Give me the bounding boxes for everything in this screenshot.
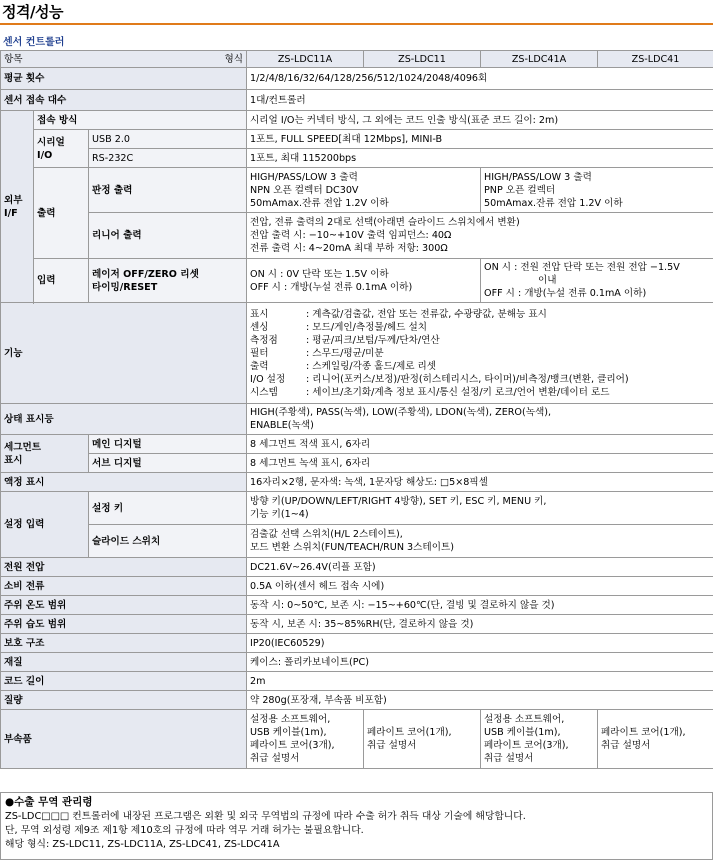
avg-count-value: 1/2/4/8/16/32/64/128/256/512/1024/2048/4096회: [247, 68, 713, 90]
status-value: HIGH(주황색), PASS(녹색), LOW(주황색), LDON(녹색), ZERO(녹색), ENABLE(녹색): [247, 404, 713, 435]
row-label-current: 소비 전류: [1, 577, 247, 596]
header-row: [1, 51, 713, 68]
row-label-material: 재질: [1, 653, 247, 672]
cord-value: 2m: [247, 672, 713, 691]
export-notice-box: [0, 792, 713, 860]
export-notice-title: ●수출 무역 관리령: [5, 796, 93, 808]
row-label-slide-switch: 슬라이드 스위치: [89, 525, 247, 558]
row-label-connection: 접속 방식: [34, 111, 247, 130]
row-label-serial-io: 시리얼 I/O: [34, 130, 89, 168]
accessories-zs-ldc11a: 설정용 소프트웨어, USB 케이블(1m), 페라이트 코어(3개), 취급 설명서: [247, 710, 364, 769]
row-label-mass: 질량: [1, 691, 247, 710]
row-label-temp: 주위 온도 범위: [1, 596, 247, 615]
sub-digital-value: 8 세그먼트 녹색 표시, 6자리: [247, 454, 713, 473]
row-label-avg-count: 평균 횟수: [1, 68, 247, 90]
row-label-cord: 코드 길이: [1, 672, 247, 691]
row-label-setting-key: 설정 키: [89, 492, 247, 525]
temp-value: 동작 시: 0~50℃, 보존 시: −15~+60℃(단, 결빙 및 결로하지 않을 것): [247, 596, 713, 615]
header-item-cell: [1, 51, 247, 68]
row-label-segment: 세그먼트 표시: [1, 435, 89, 473]
accessories-zs-ldc41a: 설정용 소프트웨어, USB 케이블(1m), 페라이트 코어(3개), 취급 설명서: [481, 710, 598, 769]
rs232c-value: 1포트, 최대 115200bps: [247, 149, 713, 168]
power-value: DC21.6V~26.4V(리플 포함): [247, 558, 713, 577]
usb-value: 1포트, FULL SPEED[최대 12Mbps], MINI-B: [247, 130, 713, 149]
row-label-ext-if: 외부 I/F: [1, 111, 34, 303]
linear-output-value: 전압, 전류 출력의 2대로 선택(아래면 슬라이드 스위치에서 변환) 전압 출력 시: −10~+10V 출력 임피던스: 40Ω 전류 출력 시: 4~20mA 최대 부하 저항: 300Ω: [247, 213, 713, 259]
row-label-setting-input: 설정 입력: [1, 492, 89, 558]
model-zs-ldc41: ZS-LDC41: [598, 51, 713, 68]
row-label-main-digital: 메인 디지털: [89, 435, 247, 454]
row-label-function: 기능: [1, 303, 247, 404]
setting-key-value: 방향 키(UP/DOWN/LEFT/RIGHT 4방향), SET 키, ESC 키, MENU 키, 기능 키(1~4): [247, 492, 713, 525]
slide-switch-value: 검출값 선택 스위치(H/L 2스테이트), 모드 변환 스위치(FUN/TEACH/RUN 3스테이트): [247, 525, 713, 558]
title-rule: [0, 23, 713, 25]
header-model-label: 형식: [224, 54, 244, 65]
main-digital-value: 8 세그먼트 적색 표시, 6자리: [247, 435, 713, 454]
spec-table: [0, 50, 713, 769]
material-value: 케이스: 폴리카보네이트(PC): [247, 653, 713, 672]
model-zs-ldc11: ZS-LDC11: [364, 51, 481, 68]
sensor-count-value: 1대/컨트롤러: [247, 90, 713, 111]
lcd-value: 16자리×2행, 문자색: 녹색, 1문자당 해상도: □5×8픽셀: [247, 473, 713, 492]
accessories-zs-ldc11: 페라이트 코어(1개), 취급 설명서: [364, 710, 481, 769]
row-label-output: 출력: [34, 168, 89, 259]
header-item-label: 항목: [4, 54, 23, 65]
row-label-power: 전원 전압: [1, 558, 247, 577]
judge-output-pnp: HIGH/PASS/LOW 3 출력 PNP 오픈 컬렉터 50mAmax.잔류 전압 1.2V 이하: [481, 168, 713, 213]
function-value: 표시 : 계측값/검출값, 전압 또는 전류값, 수광량값, 분해능 표시 센싱 : 모드/게인/측정물/헤드 설치 측정점 : 평균/피크/보텀/두께/단차/연산 필터 : 스무드/평균/미분 출력 : 스케일링/각종 홀드/제로 리셋 I/O 설정 : 리니어(포커스/보정)/판정(히스테리시스, 타이머)/비측정/뱅크(변환, 클리어) 시스템 : 세이브/초기화/계측 정보 표시/통신 설정/키 로크/언어 변환/데이터 로드: [247, 303, 713, 404]
export-notice-line: 해당 형식: ZS-LDC11, ZS-LDC11A, ZS-LDC41, ZS-LDC41A: [5, 839, 280, 850]
row-label-sensor-count: 센서 접속 대수: [1, 90, 247, 111]
connection-value: 시리얼 I/O는 커넥터 방식, 그 외에는 코드 인출 방식(표준 코드 길이: 2m): [247, 111, 713, 130]
mass-value: 약 280g(포장재, 부속품 비포함): [247, 691, 713, 710]
protection-value: IP20(IEC60529): [247, 634, 713, 653]
row-label-humidity: 주위 습도 범위: [1, 615, 247, 634]
row-label-input: 입력: [34, 259, 89, 303]
export-notice-line: ZS-LDC□□□ 컨트롤러에 내장된 프로그램은 외환 및 외국 무역법의 규정에 따라 수출 허가 취득 대상 기술에 해당합니다.: [5, 811, 526, 822]
row-label-usb: USB 2.0: [89, 130, 247, 149]
judge-output-npn: HIGH/PASS/LOW 3 출력 NPN 오픈 컬렉터 DC30V 50mAmax.잔류 전압 1.2V 이하: [247, 168, 481, 213]
page-title: 정격/성능: [2, 3, 63, 21]
row-label-lcd: 액정 표시: [1, 473, 247, 492]
humidity-value: 동작 시, 보존 시: 35~85%RH(단, 결로하지 않을 것): [247, 615, 713, 634]
row-label-input-sub: 레이저 OFF/ZERO 리셋 타이밍/RESET: [89, 259, 247, 303]
row-label-accessories: 부속품: [1, 710, 247, 769]
row-label-linear-output: 리니어 출력: [89, 213, 247, 259]
row-label-status: 상태 표시등: [1, 404, 247, 435]
row-label-protection: 보호 구조: [1, 634, 247, 653]
model-zs-ldc11a: ZS-LDC11A: [247, 51, 364, 68]
export-notice-line: 단, 무역 외성령 제9조 제1항 제10호의 규정에 따라 역무 거래 허가는 불필요합니다.: [5, 825, 364, 836]
input-pnp-value: ON 시 : 전원 전압 단락 또는 전원 전압 −1.5V 이내 OFF 시 : 개방(누설 전류 0.1mA 이하): [481, 259, 713, 303]
input-npn-value: ON 시 : 0V 단락 또는 1.5V 이하 OFF 시 : 개방(누설 전류 0.1mA 이하): [247, 259, 481, 303]
row-label-rs232c: RS-232C: [89, 149, 247, 168]
accessories-zs-ldc41: 페라이트 코어(1개), 취급 설명서: [598, 710, 713, 769]
current-value: 0.5A 이하(센서 헤드 접속 시에): [247, 577, 713, 596]
row-label-judge-output: 판정 출력: [89, 168, 247, 213]
row-label-sub-digital: 서브 디지털: [89, 454, 247, 473]
model-zs-ldc41a: ZS-LDC41A: [481, 51, 598, 68]
section-title: 센서 컨트롤러: [3, 37, 65, 48]
